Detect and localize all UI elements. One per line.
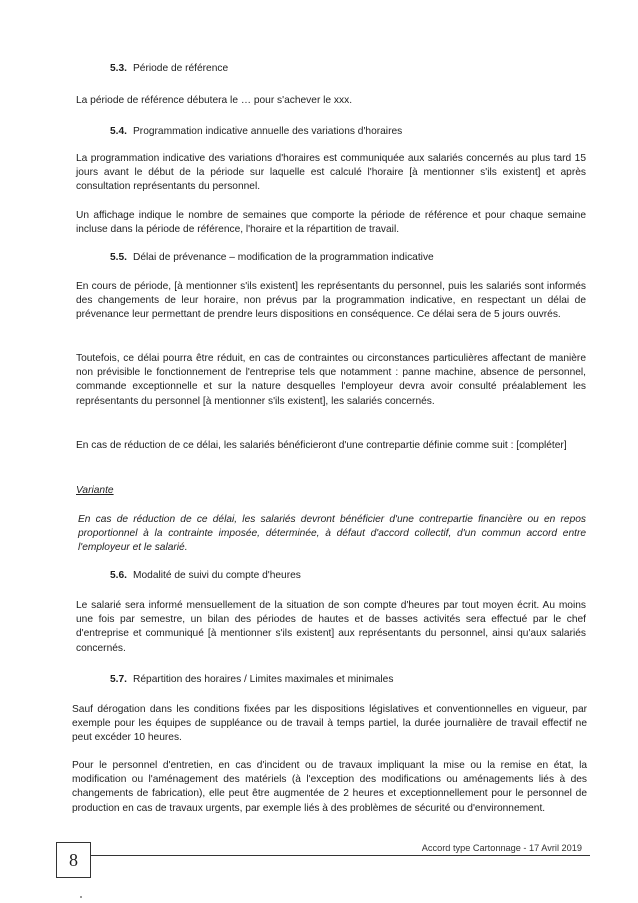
section-heading-5-3 <box>110 62 228 76</box>
paragraph: Toutefois, ce délai pourra être réduit, en cas de contraintes ou circonstances particulières affectant de manière non prévisible le fonctionnement de l'entreprise tels que notamment : panne machine, absence de personnel, commande exceptionnelle et sur la nature desquelles l'employeur devra avoir consulté préalablement les représentants du personnel [à mentionner s'ils existent], les salariés concernés. <box>76 353 586 407</box>
section-title: Délai de prévenance – modification de la programmation indicative <box>133 252 434 263</box>
paragraph: Pour le personnel d'entretien, en cas d'incident ou de travaux impliquant la mise ou la remise en état, la modification ou l'aménagement des matériels (à l'exception des modifications ou aménagements liés à des changements de fabrication), elle peut être augmentée de 2 heures et exceptionnellement pour le personnel de production en cas de travaux urgents, par exemple liés à des problèmes de sécurité ou d'environnement. <box>72 760 587 814</box>
section-number: 5.4. <box>110 126 127 137</box>
section-title: Répartition des horaires / Limites maximales et minimales <box>133 674 394 685</box>
section-heading-5-6 <box>110 569 301 583</box>
section-heading-5-5 <box>110 251 434 265</box>
section-number: 5.6. <box>110 570 127 581</box>
section-title: Programmation indicative annuelle des variations d'horaires <box>133 126 403 137</box>
variante-label: Variante <box>76 485 114 496</box>
paragraph: En cours de période, [à mentionner s'ils existent] les représentants du personnel, puis les salariés sont informés des changements de leur horaire, non prévus par la programmation indicative, en respectant un délai de prévenance leur permettant de prendre leurs dispositions en conséquence. Ce délai sera de 5 jours ouvrés. <box>76 281 586 321</box>
section-title: Modalité de suivi du compte d'heures <box>133 570 301 581</box>
paragraph-variante: En cas de réduction de ce délai, les salariés devront bénéficier d'une contrepartie financière ou en repos proportionnel à la contrainte imposée, déterminée, à défaut d'accord collectif, d'un commun accord entre l'employeur et le salarié. <box>78 514 586 554</box>
variante-container <box>76 484 586 498</box>
section-number: 5.5. <box>110 252 127 263</box>
section-number: 5.3. <box>110 63 127 74</box>
page-number: 8 <box>69 849 78 870</box>
footer-caption: Accord type Cartonnage - 17 Avril 2019 <box>421 843 582 853</box>
paragraph: En cas de réduction de ce délai, les salariés bénéficieront d'une contrepartie définie comme suit : [compléter] <box>76 440 567 451</box>
section-number: 5.7. <box>110 674 127 685</box>
paragraph: Le salarié sera informé mensuellement de la situation de son compte d'heures par tout moyen écrit. Au moins une fois par semestre, un bilan des périodes de hautes et de basses activités sera effectué par le chef d'entreprise et communiqué [à mentionner s'ils existent] aux représentants du personnel, ainsi qu'aux salariés concernés. <box>76 600 586 654</box>
section-heading-5-4 <box>110 125 402 139</box>
paragraph: Sauf dérogation dans les conditions fixées par les dispositions législatives et conventionnelles en vigueur, par exemple pour les équipes de suppléance ou de travail à temps partiel, la durée journalière de travail effectif ne peut excéder 10 heures. <box>72 704 587 744</box>
paragraph: La période de référence débutera le … pour s'achever le xxx. <box>76 95 353 106</box>
section-title: Période de référence <box>133 63 229 74</box>
paragraph: La programmation indicative des variations d'horaires est communiquée aux salariés concernés au plus tard 15 jours avant le début de la période sur laquelle est calculé l'horaire [à mentionner s'ils existent] et après consultation représentants du personnel. <box>76 153 586 193</box>
section-heading-5-7 <box>110 673 393 687</box>
decorative-dot <box>80 896 82 898</box>
page-number-box <box>56 842 91 878</box>
paragraph: Un affichage indique le nombre de semaines que comporte la période de référence et pour chaque semaine incluse dans la période de référence, l'horaire et la répartition de travail. <box>76 210 586 236</box>
